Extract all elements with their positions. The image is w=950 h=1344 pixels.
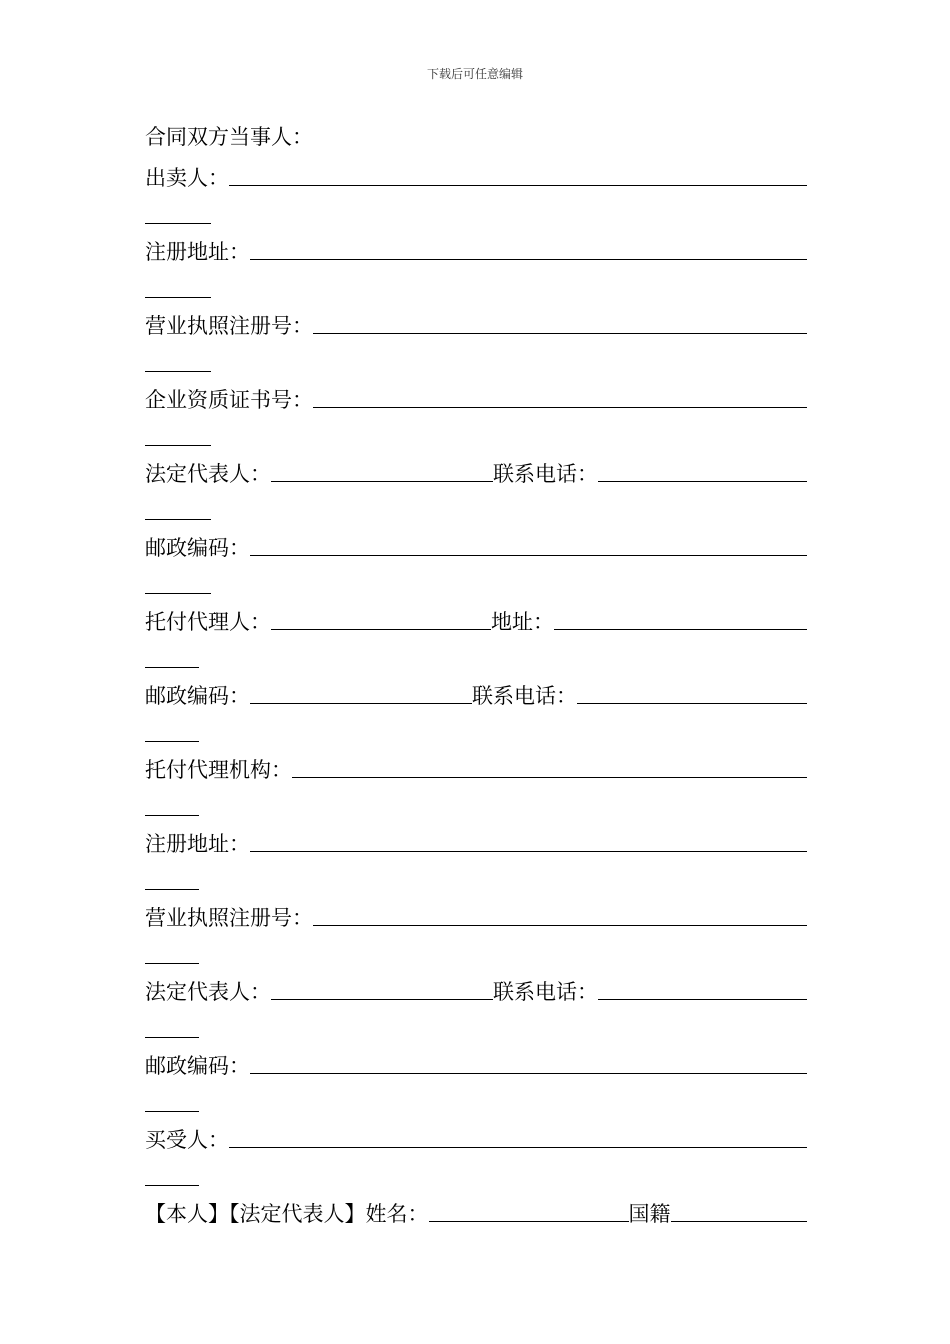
field-second-label: 地址： (491, 610, 554, 634)
last-line (145, 1190, 807, 1228)
field-continuation (145, 562, 807, 598)
field-blank[interactable] (577, 702, 807, 704)
field-line (145, 154, 807, 192)
name-label: 【本人】【法定代表人】姓名： (145, 1202, 429, 1226)
field-label: 邮政编码： (145, 684, 250, 708)
form-field (145, 524, 807, 598)
field-blank[interactable] (250, 850, 807, 852)
form-field (145, 598, 807, 672)
field-blank-continuation[interactable] (145, 444, 211, 446)
field-line (145, 450, 807, 488)
field-blank[interactable] (271, 480, 493, 482)
field-label: 邮政编码： (145, 1054, 250, 1078)
form-field (145, 228, 807, 302)
fields-list (145, 154, 807, 1190)
field-line (145, 820, 807, 858)
field-blank-continuation[interactable] (145, 370, 211, 372)
field-blank-continuation[interactable] (145, 1110, 199, 1112)
field-continuation (145, 414, 807, 450)
field-blank[interactable] (313, 924, 807, 926)
field-label: 法定代表人： (145, 462, 271, 486)
name-blank[interactable] (429, 1220, 629, 1222)
field-line (145, 524, 807, 562)
field-label: 营业执照注册号： (145, 314, 313, 338)
field-blank-continuation[interactable] (145, 1036, 199, 1038)
field-label: 托付代理人： (145, 610, 271, 634)
field-continuation (145, 1154, 807, 1190)
field-continuation (145, 340, 807, 376)
field-label: 注册地址： (145, 832, 250, 856)
field-blank[interactable] (271, 628, 491, 630)
form-field (145, 1116, 807, 1190)
field-continuation (145, 488, 807, 524)
field-blank[interactable] (598, 480, 807, 482)
field-line (145, 1042, 807, 1080)
field-blank-continuation[interactable] (145, 592, 211, 594)
field-second-label: 联系电话： (493, 980, 598, 1004)
field-line (145, 598, 807, 636)
field-continuation (145, 1080, 807, 1116)
form-field (145, 820, 807, 894)
field-blank-continuation[interactable] (145, 666, 199, 668)
field-continuation (145, 932, 807, 968)
field-blank[interactable] (250, 1072, 807, 1074)
nationality-label: 国籍 (628, 1202, 671, 1226)
field-continuation (145, 636, 807, 672)
form-field (145, 376, 807, 450)
header-note: 下载后可任意编辑 (426, 67, 523, 81)
field-line (145, 894, 807, 932)
field-blank-continuation[interactable] (145, 814, 199, 816)
form-field (145, 894, 807, 968)
field-label: 邮政编码： (145, 536, 250, 560)
field-blank-continuation[interactable] (145, 962, 199, 964)
field-blank[interactable] (313, 332, 807, 334)
field-label: 营业执照注册号： (145, 906, 313, 930)
field-blank[interactable] (313, 406, 807, 408)
field-continuation (145, 784, 807, 820)
form-field (145, 1042, 807, 1116)
field-blank[interactable] (292, 776, 807, 778)
field-second-label: 联系电话： (472, 684, 577, 708)
field-blank-continuation[interactable] (145, 296, 211, 298)
field-label: 注册地址： (145, 240, 250, 264)
field-label: 法定代表人： (145, 980, 271, 1004)
field-label: 买受人： (145, 1128, 229, 1152)
form-field (145, 672, 807, 746)
field-continuation (145, 1006, 807, 1042)
section-title: 合同双方当事人： (145, 125, 313, 149)
field-line (145, 376, 807, 414)
form-field (145, 450, 807, 524)
field-continuation (145, 192, 807, 228)
field-blank-continuation[interactable] (145, 740, 199, 742)
field-continuation (145, 858, 807, 894)
field-blank[interactable] (554, 628, 807, 630)
field-second-label: 联系电话： (493, 462, 598, 486)
field-label: 出卖人： (145, 166, 229, 190)
field-continuation (145, 710, 807, 746)
field-label: 企业资质证书号： (145, 388, 313, 412)
field-continuation (145, 266, 807, 302)
field-blank-continuation[interactable] (145, 518, 211, 520)
field-blank[interactable] (250, 702, 472, 704)
field-line (145, 672, 807, 710)
field-blank-continuation[interactable] (145, 888, 199, 890)
field-line (145, 1116, 807, 1154)
field-blank[interactable] (229, 1146, 807, 1148)
form-field (145, 302, 807, 376)
field-line (145, 968, 807, 1006)
field-line (145, 746, 807, 784)
field-blank[interactable] (271, 998, 493, 1000)
field-blank[interactable] (250, 554, 807, 556)
contract-parties-form (145, 120, 807, 1228)
nationality-blank[interactable] (671, 1220, 808, 1222)
field-label: 托付代理机构： (145, 758, 292, 782)
field-blank[interactable] (598, 998, 807, 1000)
field-blank[interactable] (229, 184, 807, 186)
field-line (145, 302, 807, 340)
form-field (145, 968, 807, 1042)
form-field (145, 154, 807, 228)
field-blank-continuation[interactable] (145, 1184, 199, 1186)
form-field (145, 746, 807, 820)
field-blank[interactable] (250, 258, 807, 260)
field-line (145, 228, 807, 266)
field-blank-continuation[interactable] (145, 222, 211, 224)
